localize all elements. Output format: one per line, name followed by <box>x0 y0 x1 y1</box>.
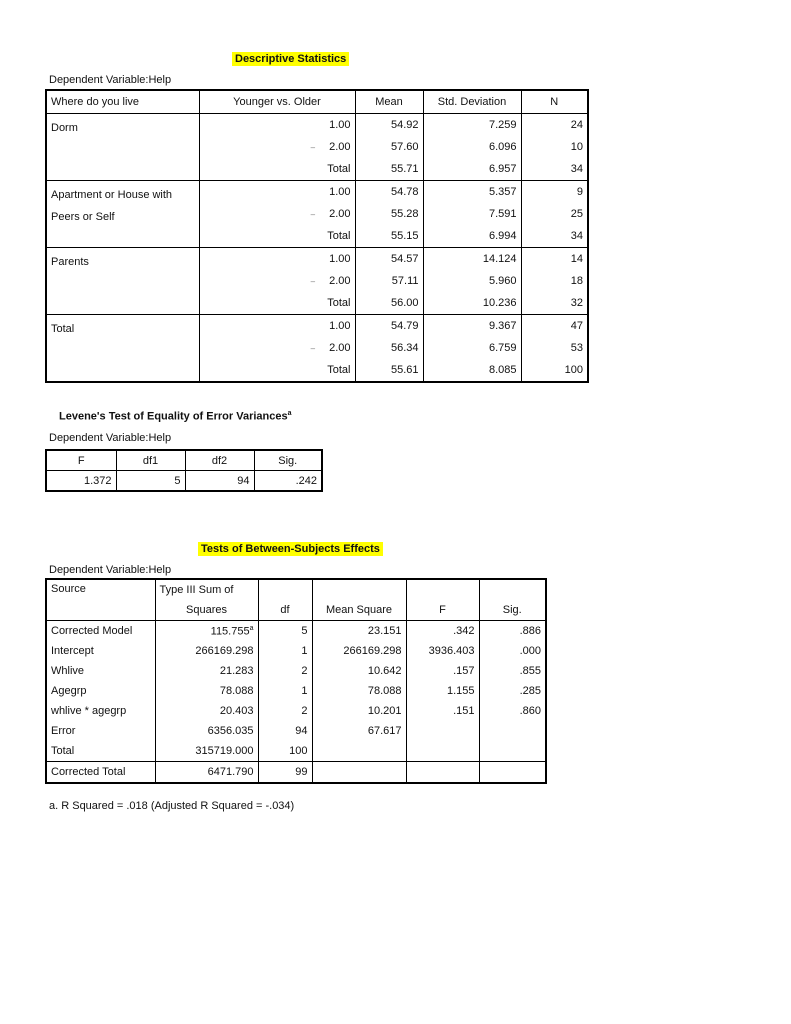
between-df-cell: 1 <box>258 641 312 661</box>
row-marker-icon: – <box>310 210 316 219</box>
descriptive-age-value: 1.00 <box>329 186 351 198</box>
between-row <box>46 701 546 721</box>
descriptive-n-cell: 14 <box>521 248 588 271</box>
between-sig-cell <box>479 721 546 741</box>
between-ms-cell: 78.088 <box>312 681 406 701</box>
descriptive-group-label-line: Peers or Self <box>51 211 115 223</box>
descriptive-group-label-line: Apartment or House with <box>51 189 173 201</box>
descriptive-age-cell <box>199 248 355 271</box>
between-ss-cell <box>155 661 258 681</box>
descriptive-sd-cell: 9.367 <box>423 315 521 338</box>
between-row <box>46 661 546 681</box>
between-row <box>46 721 546 741</box>
descriptive-age-cell <box>199 359 355 382</box>
descriptive-sd-cell: 7.259 <box>423 114 521 137</box>
between-f-cell: 3936.403 <box>406 641 479 661</box>
descriptive-age-cell <box>199 136 355 158</box>
between-footnote: a. R Squared = .018 (Adjusted R Squared = -.034) <box>49 800 295 812</box>
descriptive-sd-cell: 6.957 <box>423 158 521 181</box>
between-ss-cell <box>155 701 258 721</box>
between-f-cell: .151 <box>406 701 479 721</box>
descriptive-age-value: 2.00 <box>329 208 351 220</box>
descriptive-age-value: 1.00 <box>329 320 351 332</box>
descriptive-n-cell: 34 <box>521 158 588 181</box>
descriptive-age-cell <box>199 292 355 315</box>
descriptive-n-cell: 9 <box>521 181 588 204</box>
between-sig-cell: .860 <box>479 701 546 721</box>
between-header-ms: Mean Square <box>312 600 406 621</box>
descriptive-age-cell <box>199 203 355 225</box>
between-header-sig: Sig. <box>479 600 546 621</box>
between-ms-cell: 67.617 <box>312 721 406 741</box>
descriptive-age-value: 2.00 <box>329 141 351 153</box>
descriptive-n-cell: 47 <box>521 315 588 338</box>
between-ss-value: 315719.000 <box>195 745 254 757</box>
descriptive-title: Descriptive Statistics <box>232 52 349 66</box>
descriptive-group-label <box>46 248 199 315</box>
between-df-cell: 94 <box>258 721 312 741</box>
descriptive-n-cell: 25 <box>521 203 588 225</box>
between-ss-value: 115.755 <box>210 625 250 638</box>
between-sig-cell <box>479 762 546 784</box>
between-title: Tests of Between-Subjects Effects <box>198 542 383 556</box>
descriptive-header-0: Where do you live <box>51 96 140 108</box>
between-df-cell: 99 <box>258 762 312 784</box>
descriptive-mean-cell: 54.79 <box>355 315 423 338</box>
between-header-f: F <box>406 600 479 621</box>
levene-header-row <box>46 450 322 471</box>
levene-table <box>45 449 323 492</box>
between-df-cell: 100 <box>258 741 312 762</box>
descriptive-n-cell: 10 <box>521 136 588 158</box>
between-source-cell: Intercept <box>51 645 94 657</box>
levene-title-text: Levene's Test of Equality of Error Variances <box>59 410 288 423</box>
descriptive-age-cell <box>199 225 355 248</box>
between-df-cell: 2 <box>258 701 312 721</box>
between-header-sig-spacer <box>479 579 546 600</box>
between-ss-cell <box>155 762 258 784</box>
levene-header-sig: Sig. <box>254 450 322 471</box>
descriptive-mean-cell: 57.60 <box>355 136 423 158</box>
descriptive-age-value: 1.00 <box>329 119 351 131</box>
descriptive-sd-cell: 10.236 <box>423 292 521 315</box>
between-sig-cell: .886 <box>479 621 546 642</box>
descriptive-age-cell <box>199 337 355 359</box>
levene-value-sig: .242 <box>254 471 322 492</box>
between-header-df: df <box>258 600 312 621</box>
between-ss-value: 6471.790 <box>207 766 254 778</box>
between-header-f-spacer <box>406 579 479 600</box>
descriptive-age-value: 1.00 <box>329 253 351 265</box>
descriptive-mean-cell: 54.92 <box>355 114 423 137</box>
descriptive-sd-cell: 14.124 <box>423 248 521 271</box>
between-ss-sup: a <box>249 624 254 632</box>
between-header-row-1 <box>46 579 546 600</box>
descriptive-age-value: Total <box>327 163 351 175</box>
descriptive-age-cell <box>199 315 355 338</box>
descriptive-n-cell: 53 <box>521 337 588 359</box>
descriptive-mean-cell: 54.78 <box>355 181 423 204</box>
descriptive-age-cell <box>199 158 355 181</box>
between-source-cell: Corrected Model <box>51 625 133 637</box>
between-row <box>46 641 546 661</box>
levene-value-df2: 94 <box>185 471 254 492</box>
descriptive-mean-cell: 55.15 <box>355 225 423 248</box>
descriptive-sd-cell: 5.357 <box>423 181 521 204</box>
between-ss-value: 6356.035 <box>207 725 254 737</box>
between-dependent-variable: Dependent Variable:Help <box>49 564 172 576</box>
descriptive-age-cell <box>199 181 355 204</box>
between-header-source: Source <box>51 583 86 595</box>
levene-header-df1: df1 <box>116 450 185 471</box>
descriptive-row <box>46 315 588 338</box>
descriptive-age-cell <box>199 270 355 292</box>
descriptive-sd-cell: 6.994 <box>423 225 521 248</box>
between-f-cell <box>406 762 479 784</box>
descriptive-mean-cell: 55.28 <box>355 203 423 225</box>
descriptive-age-value: 2.00 <box>329 342 351 354</box>
between-f-cell: .342 <box>406 621 479 642</box>
between-ms-cell: 266169.298 <box>312 641 406 661</box>
descriptive-n-cell: 18 <box>521 270 588 292</box>
between-ss-value: 20.403 <box>219 705 254 717</box>
between-ss-cell <box>155 741 258 762</box>
descriptive-group-label-line: Dorm <box>51 122 78 134</box>
between-ms-cell: 23.151 <box>312 621 406 642</box>
levene-value-df1: 5 <box>116 471 185 492</box>
between-f-cell <box>406 741 479 762</box>
row-marker-icon: – <box>310 277 316 286</box>
between-source-cell: Whlive <box>51 665 85 677</box>
between-ss-cell <box>155 681 258 701</box>
descriptive-dependent-variable: Dependent Variable:Help <box>49 74 172 86</box>
between-sig-cell: .855 <box>479 661 546 681</box>
row-marker-icon: – <box>310 143 316 152</box>
between-ss-cell <box>155 621 258 642</box>
between-f-cell: 1.155 <box>406 681 479 701</box>
descriptive-age-cell <box>199 114 355 137</box>
between-ms-cell: 10.642 <box>312 661 406 681</box>
between-ms-cell <box>312 762 406 784</box>
descriptive-sd-cell: 6.096 <box>423 136 521 158</box>
descriptive-mean-cell: 55.71 <box>355 158 423 181</box>
levene-header-df2: df2 <box>185 450 254 471</box>
descriptive-n-cell: 24 <box>521 114 588 137</box>
row-marker-icon: – <box>310 344 316 353</box>
between-header-ss-line2: Squares <box>155 600 258 621</box>
descriptive-mean-cell: 56.34 <box>355 337 423 359</box>
descriptive-sd-cell: 7.591 <box>423 203 521 225</box>
levene-title <box>59 410 292 423</box>
descriptive-mean-cell: 55.61 <box>355 359 423 382</box>
descriptive-sd-cell: 5.960 <box>423 270 521 292</box>
descriptive-mean-cell: 57.11 <box>355 270 423 292</box>
between-row <box>46 762 546 784</box>
descriptive-group-label <box>46 114 199 181</box>
between-header-df-spacer <box>258 579 312 600</box>
between-header-ms-spacer <box>312 579 406 600</box>
between-ss-cell <box>155 641 258 661</box>
descriptive-sd-cell: 8.085 <box>423 359 521 382</box>
descriptive-row <box>46 181 588 204</box>
descriptive-age-value: 2.00 <box>329 275 351 287</box>
between-ss-value: 78.088 <box>219 685 254 697</box>
descriptive-age-value: Total <box>327 364 351 376</box>
between-sig-cell: .285 <box>479 681 546 701</box>
between-ss-cell <box>155 721 258 741</box>
descriptive-age-value: Total <box>327 230 351 242</box>
descriptive-group-label <box>46 181 199 248</box>
between-df-cell: 1 <box>258 681 312 701</box>
between-ss-value: 21.283 <box>219 665 254 677</box>
descriptive-header-2: Mean <box>355 90 423 114</box>
descriptive-mean-cell: 56.00 <box>355 292 423 315</box>
between-row <box>46 621 546 642</box>
descriptive-n-cell: 100 <box>521 359 588 382</box>
between-sig-cell: .000 <box>479 641 546 661</box>
between-ms-cell <box>312 741 406 762</box>
levene-dependent-variable: Dependent Variable:Help <box>49 432 172 444</box>
between-f-cell: .157 <box>406 661 479 681</box>
descriptive-n-cell: 34 <box>521 225 588 248</box>
levene-value-f: 1.372 <box>83 474 112 487</box>
descriptive-group-label-line: Parents <box>51 256 89 268</box>
descriptive-sd-cell: 6.759 <box>423 337 521 359</box>
descriptive-statistics-table <box>45 89 589 383</box>
between-df-cell: 5 <box>258 621 312 642</box>
between-row <box>46 741 546 762</box>
between-f-cell <box>406 721 479 741</box>
between-df-cell: 2 <box>258 661 312 681</box>
between-source-cell: Corrected Total <box>51 766 126 778</box>
descriptive-age-value: Total <box>327 297 351 309</box>
between-ms-cell: 10.201 <box>312 701 406 721</box>
between-subjects-table <box>45 578 547 784</box>
between-ss-value: 266169.298 <box>195 645 254 657</box>
descriptive-header-row <box>46 90 588 114</box>
between-header-ss-line1: Type III Sum of <box>155 579 258 600</box>
levene-value-row <box>46 471 322 492</box>
descriptive-row <box>46 114 588 137</box>
between-row <box>46 681 546 701</box>
descriptive-n-cell: 32 <box>521 292 588 315</box>
descriptive-header-3: Std. Deviation <box>423 90 521 114</box>
between-source-cell: Agegrp <box>51 685 87 697</box>
between-source-cell: Total <box>51 745 75 757</box>
descriptive-row <box>46 248 588 271</box>
between-source-cell: whlive * agegrp <box>51 705 127 717</box>
descriptive-group-label <box>46 315 199 383</box>
descriptive-group-label-line: Total <box>51 323 75 335</box>
between-source-cell: Error <box>51 725 76 737</box>
descriptive-header-4: N <box>521 90 588 114</box>
descriptive-header-1: Younger vs. Older <box>199 90 355 114</box>
levene-title-sup: a <box>287 410 292 417</box>
descriptive-mean-cell: 54.57 <box>355 248 423 271</box>
levene-header-f: F <box>77 454 85 467</box>
between-sig-cell <box>479 741 546 762</box>
